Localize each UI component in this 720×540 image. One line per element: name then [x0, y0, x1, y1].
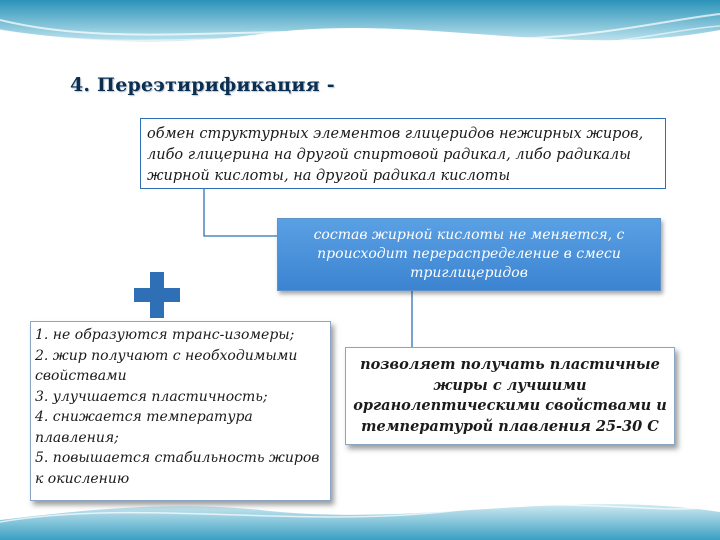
composition-note-box: состав жирной кислоты не меняется, с происходит перераспределение в смеси триглицеридов	[277, 218, 661, 291]
definition-box: обмен структурных элементов глицеридов нежирных жиров, либо глицерина на другой спиртовой радикал, либо радикалы жирной кислоты, на другой радикал кислоты	[140, 118, 666, 189]
list-item: 4. снижается температура плавления;	[35, 409, 253, 446]
list-item: 3. улучшается пластичность;	[35, 388, 268, 405]
list-item: 5. повышается стабильность жиров к окислению	[35, 450, 320, 487]
list-item: 1. не образуются транс-изомеры;	[35, 327, 295, 343]
slide-title: 4. Переэтирификация -	[70, 74, 335, 96]
result-box: позволяет получать пластичные жиры с лучшими органолептическими свойствами и температурой плавления 25-30 С	[345, 347, 675, 445]
list-item: 2. жир получают с необходимыми свойствами	[35, 347, 298, 384]
advantages-list	[30, 321, 331, 501]
plus-icon	[134, 272, 180, 318]
